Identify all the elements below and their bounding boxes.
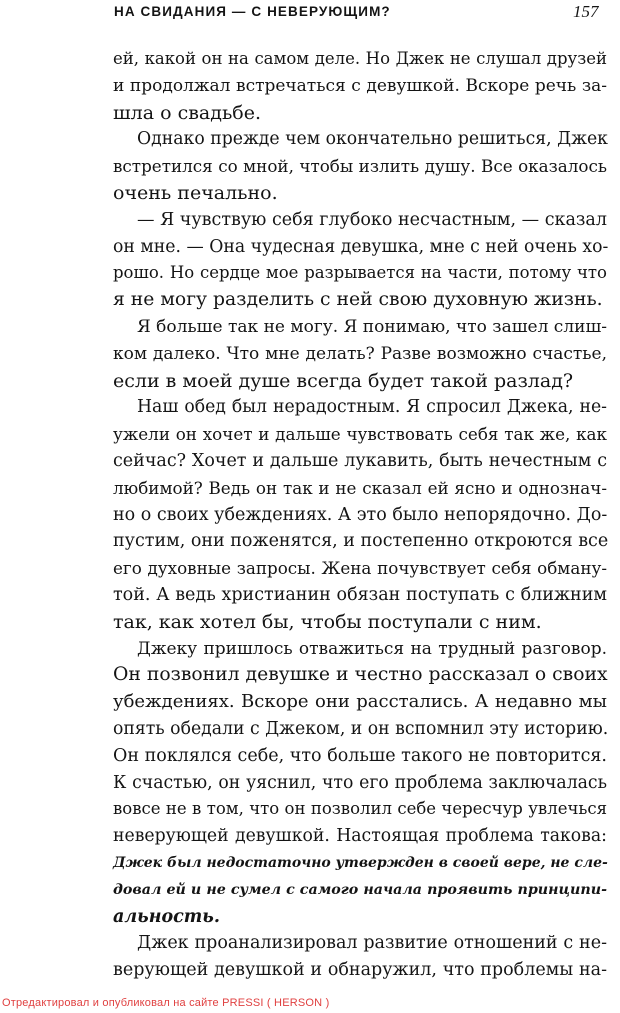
text-line: Однако прежде чем окончательно решиться, Джек xyxy=(137,129,608,150)
text-line: его духовные запросы. Жена почувствует себя обману- xyxy=(113,558,607,579)
text-line: рошо. Но сердце мое разрывается на части, потому что xyxy=(113,263,607,283)
text-line: он мне. — Она чудесная девушка, мне с ней очень хо- xyxy=(113,236,609,257)
text-line: ужели он хочет и дальше чувствовать себя так же, как xyxy=(113,424,607,445)
text-line: верующей девушкой и обнаружил, что проблемы на- xyxy=(113,960,607,981)
text-line: если в моей душе всегда будет такой разлад? xyxy=(113,369,574,392)
emphasis-line: довал ей и не сумел с самого начала проявить принципи- xyxy=(113,881,607,898)
text-line: ей, какой он на самом деле. Но Джек не слушал друзей xyxy=(113,49,607,68)
text-line: встретился со мной, чтобы излить душу. Все оказалось xyxy=(113,156,607,177)
text-line: Он позвонил девушке и честно рассказал о своих xyxy=(113,664,608,686)
text-line: вовсе не в том, что он позволил себе чересчур увлечься xyxy=(113,799,607,819)
text-line: — Я чувствую себя глубоко несчастным, — сказал xyxy=(137,209,607,230)
text-line: опять обедали с Джеком, и он вспомнил эту историю. xyxy=(113,718,609,739)
text-line: я не могу разделить с ней свою духовную жизнь. xyxy=(113,289,603,311)
text-line: очень печально. xyxy=(113,181,278,204)
body-text xyxy=(113,46,607,984)
page-footer xyxy=(0,996,620,1013)
text-line: но о своих убеждениях. А это было непорядочно. До- xyxy=(113,504,608,525)
text-line: убеждениях. Вскоре они расстались. А недавно мы xyxy=(113,691,607,713)
text-line: Он поклялся себе, что больше такого не повторится. xyxy=(113,745,607,766)
page-header xyxy=(0,0,620,30)
emphasis-line: альность. xyxy=(113,906,220,927)
text-line: и продолжал встречаться с девушкой. Вскоре речь за- xyxy=(113,75,607,96)
publisher-note: Отредактировал и опубликовал на сайте PRESSI ( HERSON ) xyxy=(2,997,330,1009)
text-line: Джек проанализировал развитие отношений с не- xyxy=(137,933,607,954)
text-line: Джеку пришлось отважиться на трудный разговор. xyxy=(137,638,607,659)
text-line: Я больше так не могу. Я понимаю, что зашел слиш- xyxy=(137,316,607,337)
text-line: Наш обед был нерадостным. Я спросил Джека, не- xyxy=(137,397,607,418)
text-line: К счастью, он уяснил, что его проблема заключалась xyxy=(113,772,607,793)
text-line: сейчас? Хочет и дальше лукавить, быть нечестным с xyxy=(113,450,607,471)
text-line: любимой? Ведь он так и не сказал ей ясно и однознач- xyxy=(113,477,607,498)
text-line: неверующей девушкой. Настоящая проблема такова: xyxy=(113,826,607,847)
text-line: так, как хотел бы, чтобы поступали с ним. xyxy=(113,610,542,633)
emphasis-line: Джек был недостаточно утвержден в своей вере, не сле- xyxy=(113,854,608,871)
text-line: ком далеко. Что мне делать? Разве возможно счастье, xyxy=(113,343,607,364)
page-number: 157 xyxy=(573,2,599,21)
running-title: НА СВИДАНИЯ — С НЕВЕРУЮЩИМ? xyxy=(114,4,391,19)
text-line: той. А ведь христианин обязан поступать с ближним xyxy=(113,584,607,605)
text-line: пустим, они поженятся, и постепенно откроются все xyxy=(113,531,609,552)
text-line: шла о свадьбе. xyxy=(113,101,262,124)
